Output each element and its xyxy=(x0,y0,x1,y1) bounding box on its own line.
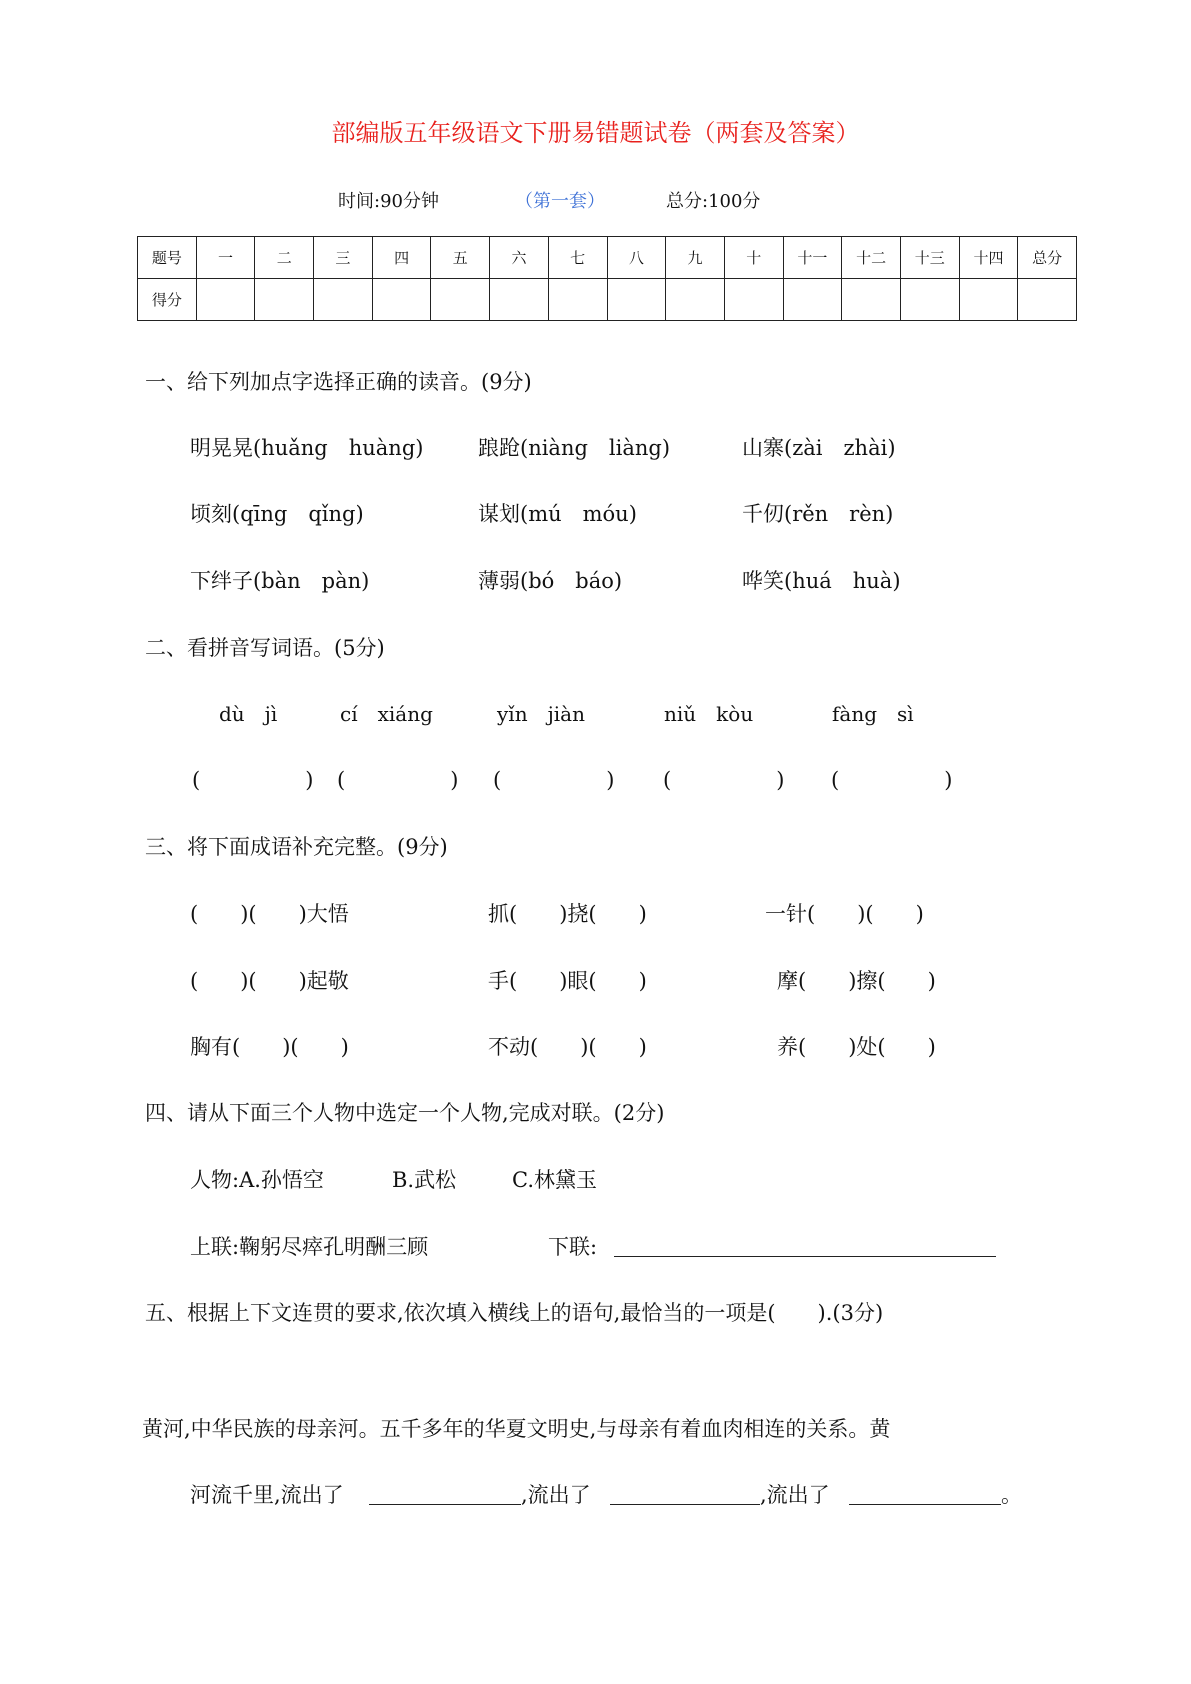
table-cell: 五 xyxy=(431,237,490,279)
table-cell: 二 xyxy=(255,237,314,279)
q4-upper-couplet: 上联:鞠躬尽瘁孔明酬三顾 xyxy=(190,1235,429,1259)
q3-item[interactable]: ( )( )大悟 xyxy=(190,902,349,926)
exam-time: 时间:90分钟 xyxy=(338,191,439,212)
exam-total-score: 总分:100分 xyxy=(666,191,761,212)
table-cell: 题号 xyxy=(138,237,197,279)
page-title: 部编版五年级语文下册易错题试卷（两套及答案） xyxy=(331,119,860,147)
q5-answer-line[interactable] xyxy=(369,1484,521,1505)
score-input-cell[interactable] xyxy=(548,279,607,321)
q1-item: 薄弱(bó báo) xyxy=(478,569,623,593)
question-1-heading: 一、给下列加点字选择正确的读音。(9分) xyxy=(145,370,532,394)
q2-pinyin: yǐn jiàn xyxy=(497,702,585,726)
q2-answer-blank[interactable]: ( ) xyxy=(663,768,785,792)
table-cell: 四 xyxy=(372,237,431,279)
score-input-cell[interactable] xyxy=(490,279,549,321)
score-input-cell[interactable] xyxy=(255,279,314,321)
q2-pinyin: cí xiáng xyxy=(340,702,433,726)
q3-item[interactable]: 摩( )擦( ) xyxy=(777,969,936,993)
q4-person-b: B.武松 xyxy=(392,1168,457,1192)
q2-answer-blank[interactable]: ( ) xyxy=(337,768,459,792)
q1-item: 谋划(mú móu) xyxy=(478,502,637,526)
table-cell: 七 xyxy=(548,237,607,279)
q5-paragraph-line-2-part: 。 xyxy=(1001,1483,1022,1507)
question-3-heading: 三、将下面成语补充完整。(9分) xyxy=(145,835,448,859)
q1-item: 千仞(rěn rèn) xyxy=(742,502,894,526)
q2-answer-blank[interactable]: ( ) xyxy=(192,768,314,792)
q1-item: 踉跄(niàng liàng) xyxy=(478,436,671,460)
score-input-cell[interactable] xyxy=(842,279,901,321)
q4-person-a: 人物:A.孙悟空 xyxy=(190,1168,324,1192)
q3-item[interactable]: 养( )处( ) xyxy=(777,1035,936,1059)
q1-item: 哗笑(huá huà) xyxy=(742,569,901,593)
table-cell: 十三 xyxy=(900,237,959,279)
score-input-cell[interactable] xyxy=(1018,279,1077,321)
score-input-cell[interactable] xyxy=(900,279,959,321)
score-input-cell[interactable] xyxy=(431,279,490,321)
score-input-cell[interactable] xyxy=(959,279,1018,321)
question-5-heading: 五、根据上下文连贯的要求,依次填入横线上的语句,最恰当的一项是( ).(3分) xyxy=(145,1301,884,1325)
table-cell: 得分 xyxy=(138,279,197,321)
score-input-cell[interactable] xyxy=(666,279,725,321)
q2-pinyin: fàng sì xyxy=(832,702,914,726)
score-table-score-row xyxy=(138,279,1077,321)
score-table xyxy=(137,236,1077,321)
q5-paragraph-line-1: 黄河,中华民族的母亲河。五千多年的华夏文明史,与母亲有着血肉相连的关系。黄 xyxy=(142,1417,891,1441)
question-2-heading: 二、看拼音写词语。(5分) xyxy=(145,636,385,660)
q3-item[interactable]: 一针( )( ) xyxy=(765,902,924,926)
table-cell: 三 xyxy=(314,237,373,279)
table-cell: 十四 xyxy=(959,237,1018,279)
score-input-cell[interactable] xyxy=(724,279,783,321)
score-input-cell[interactable] xyxy=(783,279,842,321)
question-4-heading: 四、请从下面三个人物中选定一个人物,完成对联。(2分) xyxy=(145,1101,665,1125)
q5-answer-line[interactable] xyxy=(849,1484,1001,1505)
exam-set: （第一套） xyxy=(515,191,605,212)
score-input-cell[interactable] xyxy=(372,279,431,321)
q5-answer-line[interactable] xyxy=(610,1484,760,1505)
q3-item[interactable]: 胸有( )( ) xyxy=(190,1035,349,1059)
q5-paragraph-line-2-part: 河流千里,流出了 xyxy=(190,1483,344,1507)
q1-item: 顷刻(qīng qǐng) xyxy=(190,502,364,526)
q2-answer-blank[interactable]: ( ) xyxy=(493,768,615,792)
table-cell: 十一 xyxy=(783,237,842,279)
score-input-cell[interactable] xyxy=(314,279,373,321)
q2-pinyin: niǔ kòu xyxy=(664,702,754,726)
q3-item[interactable]: 手( )眼( ) xyxy=(488,969,647,993)
q4-person-c: C.林黛玉 xyxy=(512,1168,597,1192)
q2-pinyin: dù jì xyxy=(219,702,278,726)
q3-item[interactable]: ( )( )起敬 xyxy=(190,969,349,993)
table-cell: 八 xyxy=(607,237,666,279)
q1-item: 明晃晃(huǎng huàng) xyxy=(190,436,424,460)
q4-lower-couplet-label: 下联: xyxy=(548,1235,598,1259)
q4-lower-couplet-answer-line[interactable] xyxy=(614,1236,996,1257)
table-cell: 总分 xyxy=(1018,237,1077,279)
table-cell: 十二 xyxy=(842,237,901,279)
score-input-cell[interactable] xyxy=(196,279,255,321)
score-input-cell[interactable] xyxy=(607,279,666,321)
table-cell: 九 xyxy=(666,237,725,279)
q3-item[interactable]: 抓( )挠( ) xyxy=(488,902,647,926)
score-table-header-row xyxy=(138,237,1077,279)
q5-paragraph-line-2-part: ,流出了 xyxy=(760,1483,830,1507)
table-cell: 六 xyxy=(490,237,549,279)
table-cell: 十 xyxy=(724,237,783,279)
table-cell: 一 xyxy=(196,237,255,279)
q5-paragraph-line-2-part: ,流出了 xyxy=(521,1483,591,1507)
q2-answer-blank[interactable]: ( ) xyxy=(831,768,953,792)
q1-item: 山寨(zài zhài) xyxy=(742,436,896,460)
q3-item[interactable]: 不动( )( ) xyxy=(488,1035,647,1059)
q1-item: 下绊子(bàn pàn) xyxy=(190,569,370,593)
